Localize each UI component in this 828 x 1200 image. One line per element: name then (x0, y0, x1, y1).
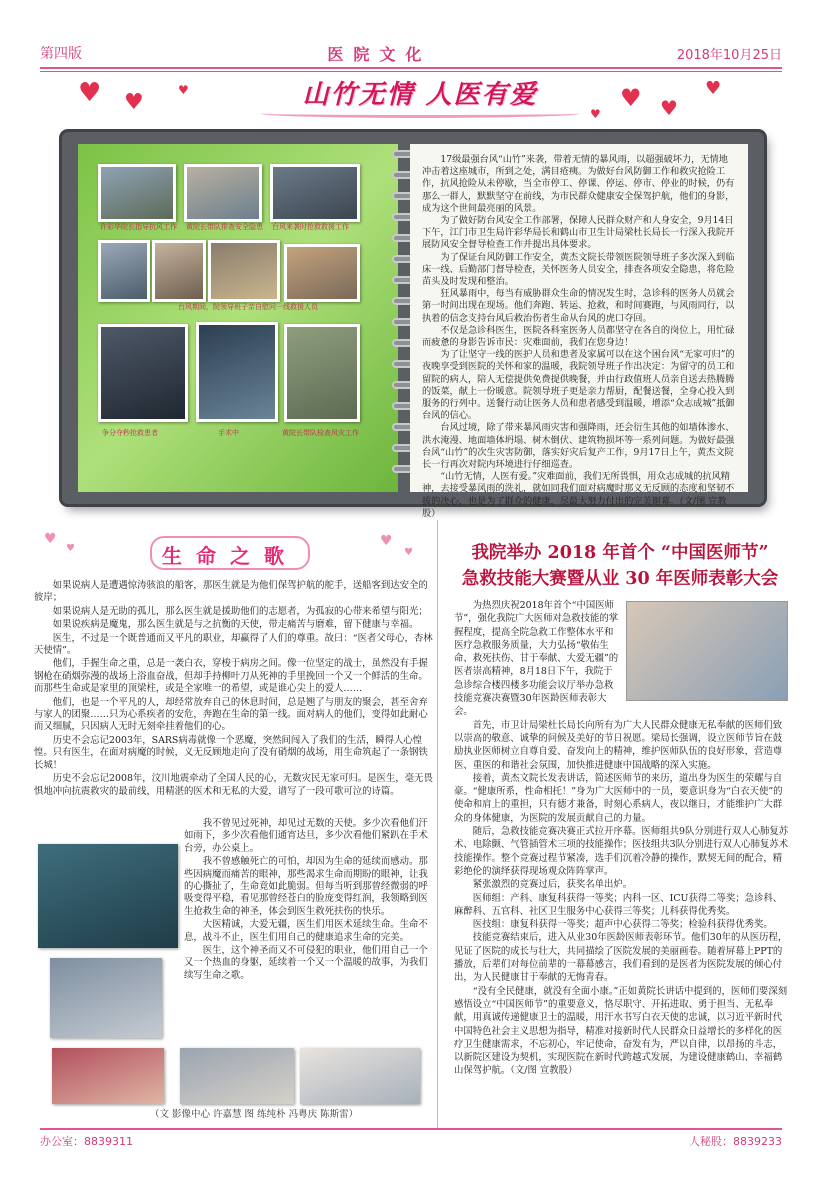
paragraph: 接着，黄杰文院长发表讲话，简述医师节的来历，道出身为医生的荣耀与自豪。“健康所系，性命相托！”身为广大医师中的一员，要意识身为“白衣天使”的使命和肩上的重担，只有德才兼备，时刻心系病人，夜以继日，才能维护广大群众的身体健康，为医院的发展贡献自己的力量。 (454, 772, 783, 824)
heart-icon: ♥ (620, 84, 642, 112)
header-rule (40, 67, 782, 69)
paragraph: 医生，这个神圣而又不可侵犯的职业，他们用自己一个又一个热血的身躯，延续着一个又一个温暖的故事，为我们续写生命之歌。 (184, 945, 428, 981)
footer-rule (40, 1128, 782, 1130)
paragraph: 大医精诚，大爱无疆，医生们用医术延续生命。生命不息，战斗不止，医生们用自己的健康追求生命的完美。 (184, 919, 428, 943)
paragraph: 17级最强台风“山竹”来袭，带着无情的暴风雨，以超强破坏力，无情地冲击着这座城市，所到之处，满目疮痍。为做好台风防御工作和救灾抢险工作，抗风抢险从未停歇，当全市停工、停课、停运、停市、停业的时候，仍有那么一群人，默默坚守在前线，为市民群众健康安全保驾护航，他们的身影，成为这个世间最亮丽的风景。 (422, 154, 735, 214)
heart-icon: ♥ (380, 533, 393, 549)
paragraph: “山竹无情，人医有爱。”灾难面前，我们无所畏惧，用众志成城的抗风精神，去接受暴风雨的洗礼，就如同我们面对病魔时那义无反顾的态度和坚韧不拔的决心，也是为了群众的健康，尽最大努力付出的完美谢幕。（文/图 宣教股） (422, 471, 735, 519)
heart-icon: ♥ (590, 107, 601, 121)
banner-swoosh (260, 109, 580, 118)
photo (98, 240, 150, 302)
paragraph: 如果说疾病是魔鬼，那么医生就是与之抗衡的天使，带走痛苦与磨难，留下健康与幸福。 (52, 619, 419, 631)
poem-title-box (150, 536, 310, 570)
poem-credit: （文 影像中心 许嘉慧 图 练纯朴 冯粤庆 陈斯雷） (150, 1109, 359, 1120)
header-rule-thin (40, 71, 782, 72)
paragraph: 如果说病人是无助的孤儿，那么医生就是援助他们的志愿者，为孤寂的心带来希望与阳光； (52, 605, 428, 617)
banner (220, 74, 620, 122)
paragraph: 医师组：产科、康复科获得一等奖；内科一区、ICU获得二等奖；急诊科、麻醉科、五官科、社区卫生服务中心获得三等奖；儿科获得优秀奖。 (454, 892, 783, 917)
paragraph: “没有全民健康，就没有全面小康。”正如黄院长讲话中提到的，医师们要深刻感悟设立“中国医师节”的重要意义，恪尽职守、开拓进取、勇于担当、无私奉献，用真诚传递健康卫士的温暖，用汗水书写白衣天使的忠诚，以习近平新时代中国特色社会主义思想为指导，精准对接新时代人民群众日益增长的多样化的医疗卫生健康需求，不忘初心，牢记使命，奋发有为，严以自律，以昂扬的斗志，以新院区建设为契机，实现医院在新时代跨越式发展，为建设健康鹤山、幸福鹤山保驾护航。（文/图 宣教股） (454, 985, 788, 1077)
newspaper-name: 医院文化 (327, 44, 432, 64)
article2-title-line1: 我院举办 2018 年首个 “中国医师节” (471, 543, 769, 563)
heart-icon: ♥ (660, 96, 678, 120)
article2-title (448, 540, 792, 592)
poem-body (34, 580, 434, 799)
heart-icon: ♥ (66, 543, 75, 554)
photo (184, 164, 262, 222)
article-typhoon (422, 154, 736, 520)
photo (98, 324, 188, 422)
column-divider (437, 520, 438, 1130)
paragraph: 技能竞赛结束后，进入从业30年医龄医师表彰环节。他们30年的从医历程，见证了医院的成长与壮大，共同描绘了医院发展的美丽画卷。随着屏幕上PPT的播放，后辈们对每位前辈的一幕幕感言，我们看到的是医者为医院发展的倾心付出，为人民健康甘于奉献的无悔青春。 (454, 932, 788, 984)
paragraph: 他们，也是一个平凡的人，却经常放弃自己的休息时间，总是翘了与朋友的聚会，甚至舍弃与家人的团聚……只为心系疾者的安危，奔跑在生命的第一线。面对病人的他们，变得如此耐心而又细腻，只因病人无时无刻牵挂着他们的心。 (34, 696, 428, 733)
photo (284, 324, 360, 422)
paragraph: 为热烈庆祝2018年首个“中国医师节”，强化我院广大医师对急救技能的掌握程度，提高全院急救工作整体水平和医疗急救服务质量，大力弘扬“敬佑生命、救死扶伤、甘于奉献、大爱无疆”的医者崇高精神，8月18日下午，我院于急诊综合楼四楼多功能会议厅举办急救技能竞赛决赛暨30年医龄医师表彰大会。 (454, 600, 619, 718)
photo (300, 1048, 420, 1104)
paragraph: 紧张激烈的竞赛过后，获奖名单出炉。 (472, 879, 633, 891)
paragraph: 不仅是急诊科医生，医院各科室医务人员都坚守在各自的岗位上，用忙碌而疲惫的身影告诉市民：灾难面前，我们在您身边！ (422, 324, 735, 349)
article2-title-line2: 急救技能大赛暨从业 30 年医师表彰大会 (461, 569, 779, 589)
page-footer (40, 1132, 782, 1150)
paragraph: 我不曾见过死神，却见过无数的天使。多少次看他们汗如雨下，多少次看他们通宵达旦，多少次看他们紧趴在手术台旁，办公桌上。 (184, 818, 428, 854)
heart-icon: ♥ (404, 547, 413, 558)
heart-icon: ♥ (705, 78, 722, 99)
paragraph: 历史不会忘记2008年，汶川地震牵动了全国人民的心，无数灾民无家可归。是医生，毫无畏惧地冲向抗震救灾的最前线，用精湛的医术和无私的大爱，谱写了一段可歌可泣的诗篇。 (34, 773, 433, 797)
paragraph: 为了让坚守一线的医护人员和患者及家属可以在这个困台风“无家可归”的夜晚享受到医院的关怀和家的温暖，我院领导班子作出决定：为留守的员工和留院的病人，陪人无偿提供免费提供晚餐，并由行政值班人员亲自送去热腾腾的饭菜，献上一份暖意。院领导班子更是亲力帮厨，配餐送餐，全身心投入到服务的行列中。送餐行动让医务人员和患者感受到温暖，增添“众志成城”抵御台风的信心。 (422, 349, 735, 422)
photo (50, 958, 162, 1038)
paragraph: 医技组：康复科获得一等奖；超声中心获得二等奖；检验科获得优秀奖。 (472, 919, 773, 931)
photo (208, 240, 280, 302)
photo (52, 1048, 164, 1104)
paragraph: 医生，不过是一个既普通而又平凡的职业，却赢得了人们的尊重。故曰：“医者父母心，杏林天使情”。 (34, 632, 433, 657)
photo (284, 244, 360, 302)
photo-caption: 黄院长带队检查风灾工作 (282, 429, 359, 437)
photo-caption: 黄院长带队排查安全隐患 (186, 223, 263, 231)
paragraph: 他们，手握生命之重，总是一袭白衣，穿梭于病房之间。像一位坚定的战士，虽然没有手握钢枪在硝烟弥漫的战场上浴血奋战，但却手持柳叶刀从死神的手里挽回一个又一个鲜活的生命。而那些生命或是家里的顶梁柱，或是全家唯一的希望，或是谁心尖上的爱人…… (34, 658, 428, 695)
paragraph: 台风过境，除了带来暴风雨灾害和强降雨，还会衍生其他的如墙体渗水、洪水淹漫、地面墙体坍塌、树木倒伏、建筑物损坏等一系列问题。为做好最强台风“山竹”的次生灾害防御，落实好灾后复产工作，9月17日上午，黄杰文院长一行再次对院内环境进行仔细巡查。 (422, 422, 735, 471)
heart-icon: ♥ (178, 83, 189, 97)
issue-date: 2018年10月25日 (676, 47, 782, 63)
photo-caption: 手术中 (218, 429, 239, 437)
photo (98, 164, 176, 222)
paragraph: 如果说病人是遭遇惊涛骇浪的船客，那医生就是为他们保驾护航的舵手，送船客到达安全的彼岸； (34, 580, 428, 604)
poem-body-continued (184, 818, 432, 983)
paragraph: 为了做好防台风安全工作部署，保障人民群众财产和人身安全，9月14日下午，江门市卫生局许彩华局长和鹤山市卫生计局梁杜长局长一行深入我院开展防风安全督导检查工作并提出具体要求。 (422, 215, 735, 251)
photo (196, 322, 278, 422)
heart-icon: ♥ (44, 531, 57, 547)
photo (38, 844, 178, 948)
book-right-page (410, 144, 748, 519)
photo-caption: 许彩华院长指导抗风工作 (100, 223, 177, 231)
paragraph: 为了保证台风防御工作安全，黄杰文院长带领医院领导班子多次深入到临床一线、后勤部门督导检查，关怀医务人员安全，排查各项安全隐患，将危险苗头及时发现和整治。 (422, 251, 735, 288)
hr-phone: 人秘股：8839233 (689, 1135, 782, 1148)
book-left-page (78, 144, 398, 492)
office-phone: 办公室：8839311 (40, 1135, 133, 1148)
photo (180, 1048, 294, 1104)
edition-label: 第四版 (40, 46, 82, 62)
banner-title: 山竹无情 人医有爱 (302, 80, 538, 110)
photo (270, 164, 360, 222)
paragraph: 随后，急救技能竞赛决赛正式拉开序幕。医师组共9队分别进行双人心肺复苏术、电除颤、气管插管术三项的技能操作；医技组共3队分别进行双人心肺复苏术技能操作。整个竞赛过程节紧凑，选手们沉着冷静的操作，默契无间的配合，精彩绝伦的演绎获得现场观众阵阵掌声。 (454, 826, 789, 877)
photo-book (62, 132, 764, 519)
article-doctors-day (454, 599, 790, 1078)
page-header (40, 40, 782, 66)
paragraph: 狂风暴雨中，每当有威胁群众生命的情况发生时，急诊科的医务人员就会第一时间出现在现场。他们奔跑、转运、抢救，和时间赛跑，与风雨同行，以执着的信念支持台风后救治伤者生命从台风的虎口夺回。 (422, 288, 735, 324)
poem-title: 生命之歌 (162, 544, 298, 568)
photo-caption: 台风期间，院领导班子亲自慰问一线救援人员 (178, 303, 318, 311)
photo-caption: 争分夺秒抢救患者 (102, 429, 158, 437)
photo-caption: 台风来袭时抢救救援工作 (272, 223, 349, 231)
paragraph: 我不曾感触死亡的可怕，却因为生命的延续而感动。那些因病魔而痛苦的眼神，那些渴求生命而期盼的眼神，让我的心撕扯了，生命竟如此脆弱。但每当听到那曾经微弱的呼吸变得平稳，看见那曾经苍白的脸庞变得红润，我领略到医生抢救生命的神圣，体会到医生救死扶伤的快乐。 (184, 856, 428, 917)
heart-icon: ♥ (78, 78, 102, 108)
paragraph: 历史不会忘记2003年，SARS病毒就像一个恶魔，突然间闯入了我们的生活，瞬得人心惶惶。只有医生，在面对病魔的时候，义无反顾地走向了没有硝烟的战场，用生命筑起了一条钢铁长城！ (34, 734, 428, 771)
photo (152, 240, 206, 302)
paragraph: 首先，市卫计局梁杜长局长向所有为广大人民群众健康无私奉献的医师们致以崇高的敬意、诚挚的问候及美好的节日祝愿。梁局长强调，设立医师节旨在鼓励执业医师树立自尊自爱、奋发向上的精神，维护医师队伍的良好形象，营造尊医、重医的和谐社会氛围，加快推进健康中国战略的深入实施。 (454, 719, 783, 771)
heart-icon: ♥ (124, 90, 144, 115)
